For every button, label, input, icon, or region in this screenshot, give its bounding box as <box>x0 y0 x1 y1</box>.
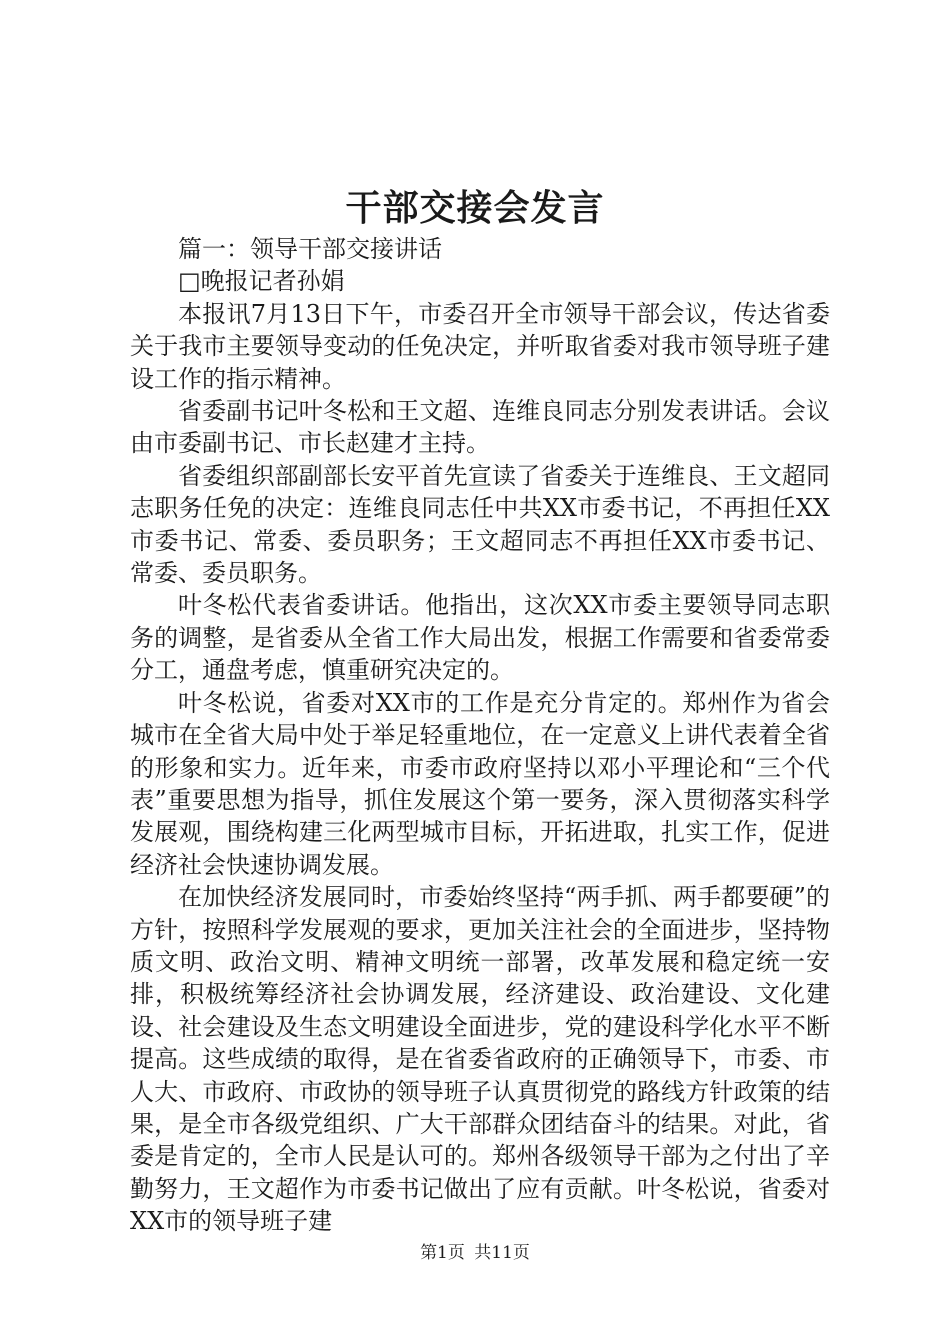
paragraph: 本报讯7月13日下午，市委召开全市领导干部会议，传达省委关于我市主要领导变动的任免决定，并听取省委对我市领导班子建设工作的指示精神。 <box>130 299 830 393</box>
document-body <box>130 233 830 1238</box>
paragraph: 在加快经济发展同时，市委始终坚持“两手抓、两手都要硬”的方针，按照科学发展观的要求，更加关注社会的全面进步，坚持物质文明、政治文明、精神文明统一部署，改革发展和稳定统一安排，积极统筹经济社会协调发展，经济建设、政治建设、文化建设、社会建设及生态文明建设全面进步，党的建设科学化水平不断提高。这些成绩的取得，是在省委省政府的正确领导下，市委、市人大、市政府、市政协的领导班子认真贯彻党的路线方针政策的结果，是全市各级党组织、广大干部群众团结奋斗的结果。对此，省委是肯定的，全市人民是认可的。郑州各级领导干部为之付出了辛勤努力，王文超作为市委书记做出了应有贡献。叶冬松说，省委对XX市的领导班子建 <box>130 883 830 1236</box>
page-number: 第1页 <box>420 1243 465 1263</box>
paragraph: 省委副书记叶冬松和王文超、连维良同志分别发表讲话。会议由市委副书记、市长赵建才主持。 <box>130 397 830 458</box>
page-footer <box>0 1241 950 1265</box>
paragraph: 篇一：领导干部交接讲话 <box>178 235 442 263</box>
document-title: 干部交接会发言 <box>345 187 605 229</box>
paragraph: □晚报记者孙娟 <box>178 267 345 296</box>
paragraph: 省委组织部副部长安平首先宣读了省委关于连维良、王文超同志职务任免的决定：连维良同志任中共XX市委书记，不再担任XX市委书记、常委、委员职务；王文超同志不再担任XX市委书记、常委、委员职务。 <box>130 461 830 588</box>
page-total: 共11页 <box>474 1243 530 1263</box>
paragraph: 叶冬松代表省委讲话。他指出，这次XX市委主要领导同志职务的调整，是省委从全省工作大局出发，根据工作需要和省委常委分工，通盘考虑，慎重研究决定的。 <box>130 591 830 685</box>
paragraph: 叶冬松说，省委对XX市的工作是充分肯定的。郑州作为省会城市在全省大局中处于举足轻重地位，在一定意义上讲代表着全省的形象和实力。近年来，市委市政府坚持以邓小平理论和“三个代表”重要思想为指导，抓住发展这个第一要务，深入贯彻落实科学发展观，围绕构建三化两型城市目标，开拓进取，扎实工作，促进经济社会快速协调发展。 <box>130 688 830 879</box>
